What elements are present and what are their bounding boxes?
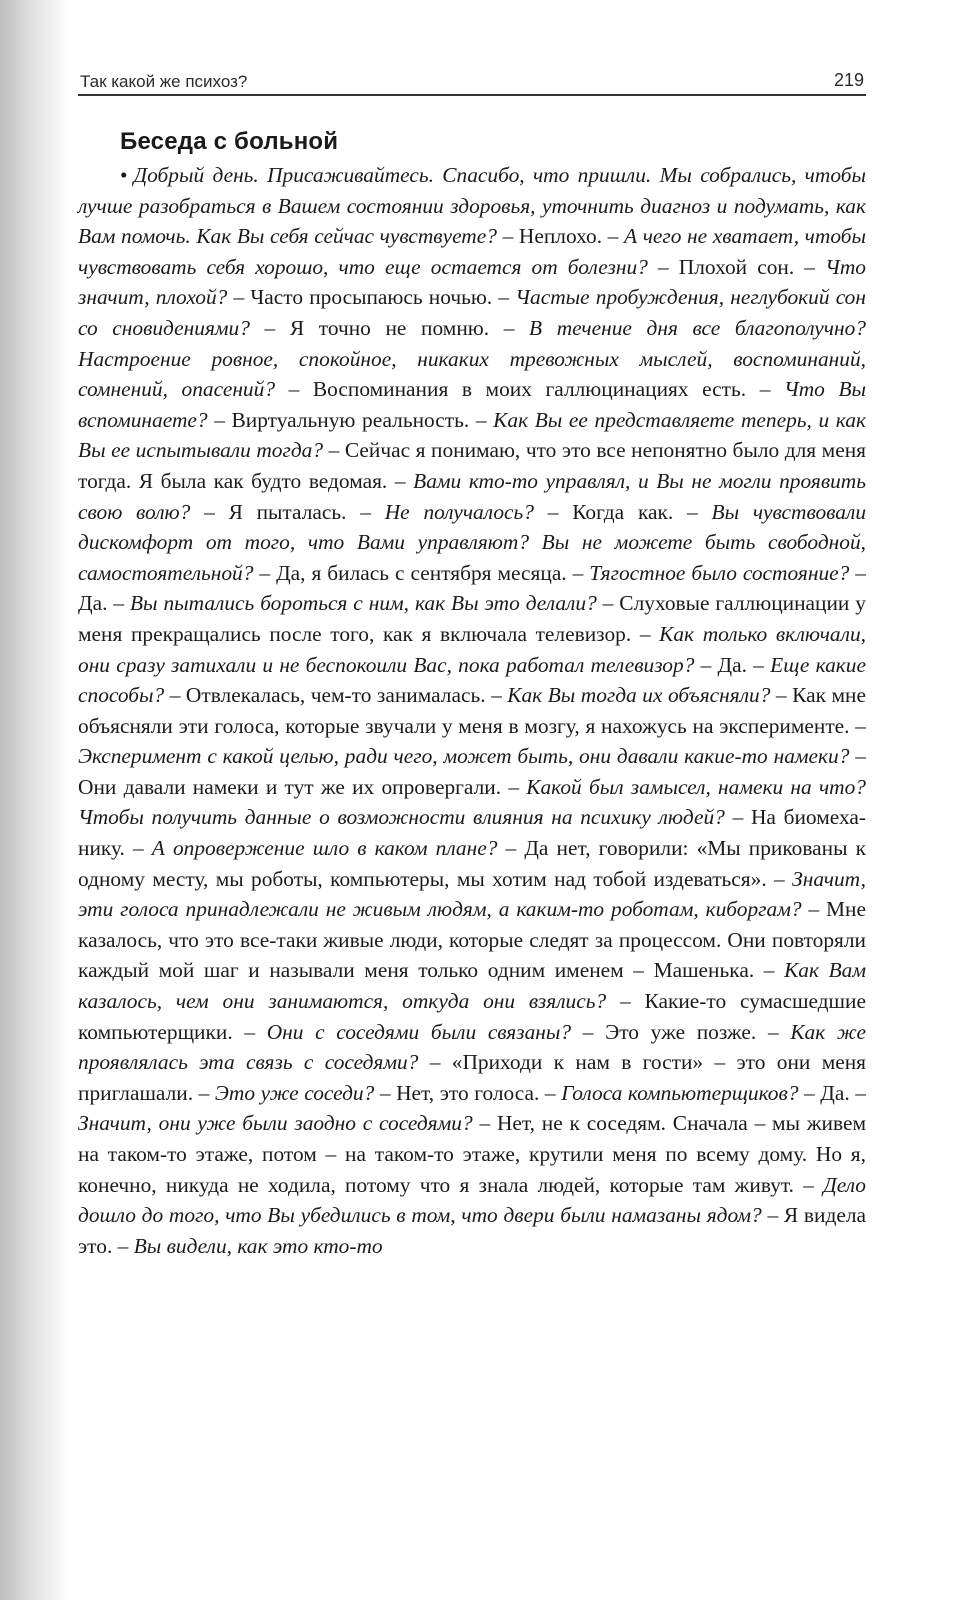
dialogue-paragraph: [78, 160, 866, 1261]
patient-answer: Отвлекалась, чем-то занималась. –: [180, 683, 508, 708]
patient-answer: Они давали намеки и тут же их опровергали. –: [78, 774, 527, 799]
patient-answer: Да нет, говорили: «Мы прикованы к одному месту, мы роботы, компьютеры, мы хотим над тобой издеваться». –: [78, 836, 866, 891]
interviewer-question: Еще какие способы? –: [78, 652, 866, 708]
interviewer-question: А чего не хватает, чтобы чувствовать себя хорошо, что еще остается от болезни? –: [78, 224, 866, 279]
interviewer-question: Как Вы тогда их объясняли? –: [507, 683, 787, 708]
interviewer-question: Эксперимент с какой целью, ради чего, может быть, они давали какие-то намеки? –: [78, 744, 866, 769]
patient-answer: Какие-то сумасшедшие компьютерщики. –: [78, 989, 866, 1044]
interviewer-question: Они с соседями были связаны? –: [266, 1019, 594, 1044]
page-number: 219: [833, 70, 864, 90]
interviewer-question: Как же проявлялась эта связь с соседями? –: [78, 1019, 866, 1075]
interviewer-question: А опровержение шло в каком плане? –: [151, 836, 517, 861]
patient-answer: Плохой сон. –: [668, 254, 826, 279]
interviewer-question: Вы чувствовали дискомфорт от того, что Вами управляют? Вы не можете быть свободной, самостоятельной? –: [78, 499, 867, 585]
patient-answer: «Приходи к нам в гости» – это они меня приглашали. –: [78, 1050, 867, 1105]
patient-answer: Это уже позже. –: [593, 1019, 791, 1044]
interviewer-question: Значит, они уже были заодно с соседями? –: [78, 1111, 491, 1136]
patient-answer: Нет, не к соседям. Сначала – мы живем на таком-то этаже, потом – на таком-то этаже, крутили меня по всему дому. Но я, конечно, никуда не ходила, потому что я знала людей, которые там живут. –: [78, 1111, 866, 1197]
patient-answer: Сейчас я понимаю, что это все непонятно было для меня тогда. Я была как будто ведомая. –: [78, 438, 866, 493]
interviewer-question: В течение дня все благополучно? Настроение ровное, спокойное, никаких тревожных мыслей, воспоминаний, сомнений, опасений? –: [78, 315, 866, 402]
patient-answer: Часто просыпаюсь ночью. –: [244, 285, 516, 310]
patient-answer: Когда как. –: [558, 499, 712, 524]
patient-answer: Да, я билась с сентября месяца. –: [270, 560, 590, 585]
interviewer-question: Голоса компьютерщиков? –: [561, 1080, 815, 1105]
book-page: [78, 64, 866, 1283]
patient-answer: Мне казалось, что это все-таки живые люди, которые следят за процессом. Они повторяли каждый мой шаг и называли меня только одним именем – Машенька. –: [78, 897, 866, 983]
patient-answer: Я видела это. –: [78, 1203, 866, 1258]
patient-answer: Нет, это голоса. –: [390, 1080, 562, 1105]
patient-answer: Слуховые галлюцинации у меня прекращались после того, как я включала телевизор. –: [78, 591, 866, 646]
interviewer-question: Тягостное было состояние? –: [589, 560, 866, 585]
interviewer-question: Вами кто-то управлял, и Вы не могли проявить свою волю? –: [78, 468, 866, 524]
interviewer-question: Вы видели, как это кто-то: [133, 1233, 383, 1258]
interviewer-question: Какой был замысел, намеки на что? Чтобы получить данные о возможности влияния на психику людей? –: [78, 774, 866, 830]
interviewer-question: Дело дошло до того, что Вы убедились в том, что двери были намазаны ядом? –: [78, 1172, 866, 1228]
patient-answer: Неплохо. –: [513, 224, 624, 249]
scan-gutter-shadow: [0, 0, 70, 1600]
patient-answer: Да. –: [814, 1080, 866, 1105]
patient-answer: Как мне объясняли эти голоса, которые звучали у меня в мозгу, я нахожусь на эксперименте. –: [78, 683, 866, 738]
interviewer-question: Не получалось? –: [384, 499, 559, 524]
interviewer-question: Как Вам казалось, чем они занимаются, откуда они взялись? –: [78, 958, 866, 1014]
interviewer-question: Вы пытались бороться с ним, как Вы это делали? –: [129, 591, 614, 616]
interviewer-question: Как только включали, они сразу затихали и не беспокоили Вас, пока работал телевизор? –: [78, 621, 866, 677]
patient-answer: На биомеханику. –: [78, 805, 866, 861]
patient-answer: Я пыталась. –: [214, 499, 385, 524]
interviewer-question: Что значит, плохой? –: [78, 254, 866, 310]
patient-answer: Да. –: [78, 591, 130, 616]
patient-answer: Да. –: [711, 652, 771, 677]
patient-answer: Воспоминания в моих галлюцинациях есть. –: [299, 377, 784, 402]
interviewer-question: Это уже соседи? –: [214, 1080, 391, 1105]
patient-answer: Я точно не помню. –: [275, 315, 530, 340]
interviewer-question: Добрый день. Присаживайтесь. Спасибо, что пришли. Мы собрались, чтобы лучше разобраться в Вашем состоянии здоровья, уточнить диагноз и подумать, как Вам помочь. Как Вы себя сейчас чувствуете? –: [78, 163, 866, 249]
running-head-title: Так какой же психоз?: [80, 72, 248, 91]
section-title: Беседа с больной: [120, 128, 339, 155]
patient-answer: Виртуальную реальность. –: [224, 407, 494, 432]
bullet-marker: •: [120, 163, 128, 187]
interviewer-question: Как Вы ее представляете теперь, и как Вы ее испытывали тогда? –: [78, 407, 866, 463]
interviewer-question: Что Вы вспоминаете? –: [78, 377, 867, 432]
interviewer-question: Значит, эти голоса принадлежали не живым людям, а каким-то роботам, киборгам? –: [78, 866, 866, 922]
running-head: [78, 64, 866, 96]
interviewer-question: Частые пробуждения, неглубокий сон со сновидениями? –: [78, 285, 866, 340]
